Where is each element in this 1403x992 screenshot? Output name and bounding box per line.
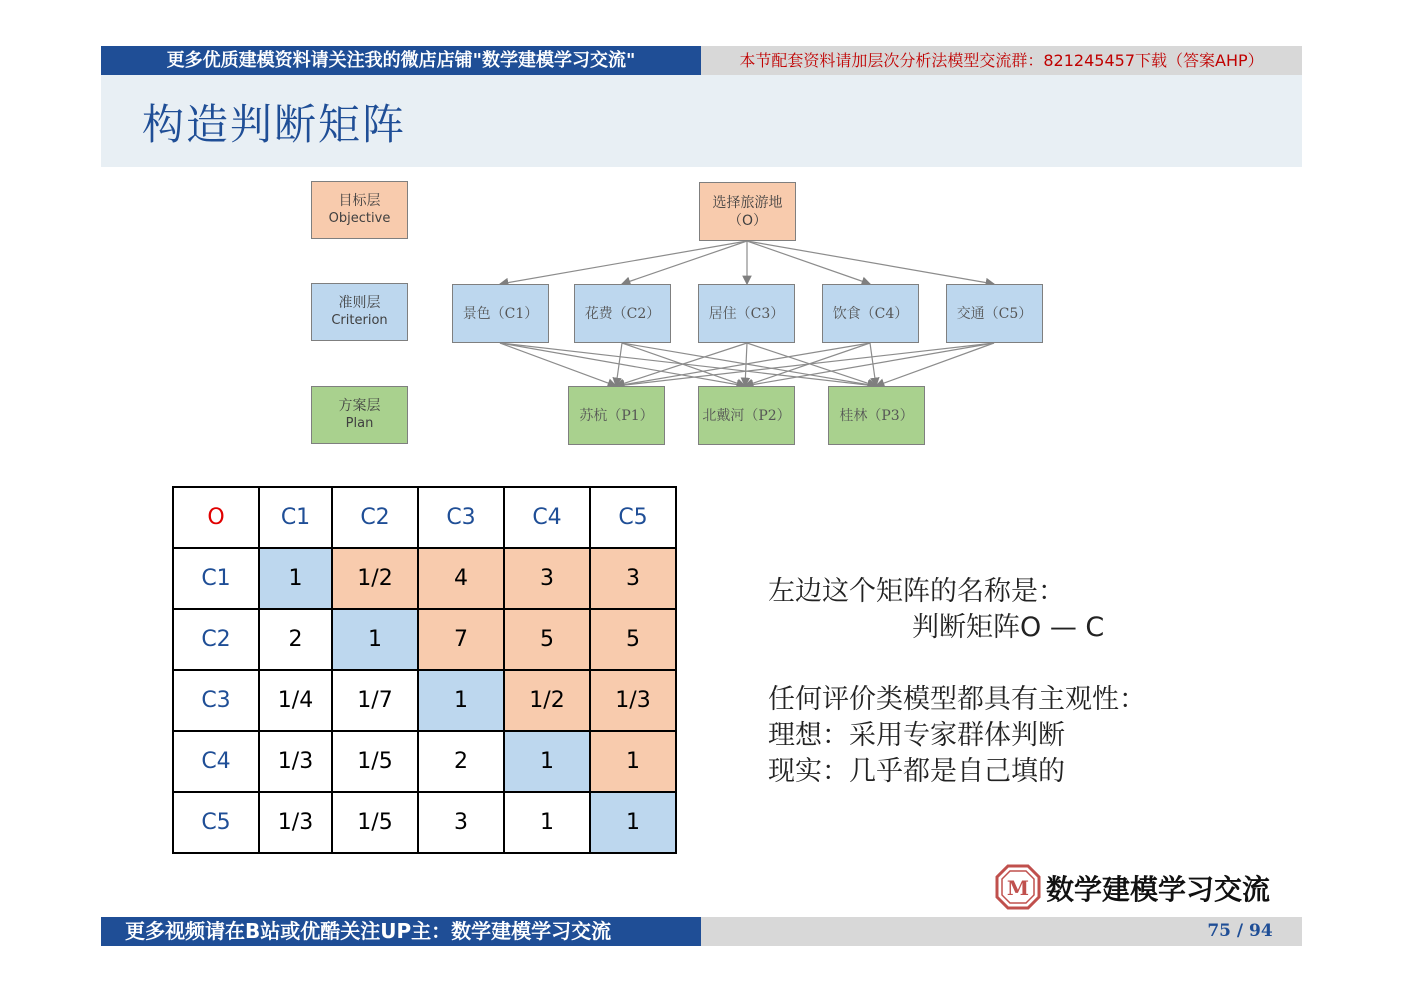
page-number: 75 / 94 xyxy=(1207,921,1273,941)
matrix-col-header: C5 xyxy=(590,487,676,548)
matrix-row xyxy=(173,731,676,792)
matrix-corner: O xyxy=(173,487,259,548)
matrix-row xyxy=(173,792,676,853)
criterion-label: 交通（C5） xyxy=(956,305,1033,322)
matrix-cell: 1/2 xyxy=(504,670,590,731)
criterion-label: 景色（C1） xyxy=(462,305,539,322)
criterion-label: 花费（C2） xyxy=(584,305,661,322)
legend-criterion-en: Criterion xyxy=(331,313,388,328)
matrix-col-header: C1 xyxy=(259,487,332,548)
matrix-cell: 1 xyxy=(332,609,418,670)
matrix-cell: 1/3 xyxy=(590,670,676,731)
logo-text: 数学建模学习交流 xyxy=(1046,873,1271,906)
matrix-cell: 1 xyxy=(590,792,676,853)
legend-plan xyxy=(311,386,408,444)
criterion-node-c5 xyxy=(946,284,1043,343)
matrix-col-header: C4 xyxy=(504,487,590,548)
matrix-row-header: C2 xyxy=(173,609,259,670)
matrix-cell: 1/3 xyxy=(259,731,332,792)
judgment-matrix xyxy=(172,486,677,854)
legend-objective xyxy=(311,181,408,239)
matrix-cell: 3 xyxy=(504,548,590,609)
matrix-row xyxy=(173,609,676,670)
plan-label: 北戴河（P2） xyxy=(702,407,791,424)
goal-label: 选择旅游地 xyxy=(712,194,783,211)
criterion-node-c2 xyxy=(574,284,671,343)
bottom-video-banner: 更多视频请在B站或优酷关注UP主：数学建模学习交流 xyxy=(101,917,701,946)
matrix-row-header: C3 xyxy=(173,670,259,731)
matrix-row-header: C4 xyxy=(173,731,259,792)
criterion-node-c1 xyxy=(452,284,549,343)
matrix-row xyxy=(173,548,676,609)
matrix-cell: 2 xyxy=(418,731,504,792)
matrix-row-header: C5 xyxy=(173,792,259,853)
matrix-col-header: C2 xyxy=(332,487,418,548)
note-matrix-name-question: 左边这个矩阵的名称是： xyxy=(768,576,1065,607)
plan-label: 苏杭（P1） xyxy=(579,407,654,424)
matrix-row-header: C1 xyxy=(173,548,259,609)
matrix-cell: 1 xyxy=(418,670,504,731)
criterion-label: 居住（C3） xyxy=(708,305,785,322)
logo-m-icon xyxy=(995,864,1041,910)
plan-node-p1 xyxy=(568,386,665,445)
legend-plan-cn: 方案层 xyxy=(338,398,381,414)
matrix-cell: 2 xyxy=(259,609,332,670)
goal-code: （O） xyxy=(727,212,768,229)
matrix-cell: 1/5 xyxy=(332,731,418,792)
matrix-cell: 1/4 xyxy=(259,670,332,731)
matrix-cell: 5 xyxy=(590,609,676,670)
matrix-cell: 3 xyxy=(590,548,676,609)
matrix-header-row xyxy=(173,487,676,548)
matrix-cell: 1 xyxy=(504,731,590,792)
top-group-banner: 本节配套资料请加层次分析法模型交流群：821245457下载（答案AHP） xyxy=(701,46,1302,75)
matrix-cell: 1 xyxy=(590,731,676,792)
logo-mark: M xyxy=(1006,876,1030,900)
matrix-cell: 4 xyxy=(418,548,504,609)
note-reality: 现实：几乎都是自己填的 xyxy=(768,756,1065,787)
criterion-label: 饮食（C4） xyxy=(832,305,909,322)
slide-title: 构造判断矩阵 xyxy=(142,100,407,149)
legend-criterion-cn: 准则层 xyxy=(338,295,381,311)
note-ideal: 理想：采用专家群体判断 xyxy=(768,720,1065,751)
plan-label: 桂林（P3） xyxy=(839,407,914,424)
legend-objective-en: Objective xyxy=(328,211,391,226)
matrix-cell: 1 xyxy=(259,548,332,609)
legend-plan-en: Plan xyxy=(345,416,374,431)
matrix-cell: 1/7 xyxy=(332,670,418,731)
matrix-row xyxy=(173,670,676,731)
criterion-node-c4 xyxy=(822,284,919,343)
criterion-node-c3 xyxy=(698,284,795,343)
goal-node xyxy=(699,182,796,241)
matrix-cell: 3 xyxy=(418,792,504,853)
matrix-cell: 1/5 xyxy=(332,792,418,853)
plan-node-p2 xyxy=(698,386,795,445)
top-promo-banner: 更多优质建模资料请关注我的微店店铺"数学建模学习交流" xyxy=(101,46,701,75)
matrix-cell: 1 xyxy=(504,792,590,853)
legend-criterion xyxy=(311,283,408,341)
matrix-cell: 7 xyxy=(418,609,504,670)
matrix-cell: 5 xyxy=(504,609,590,670)
matrix-col-header: C3 xyxy=(418,487,504,548)
legend-objective-cn: 目标层 xyxy=(338,193,381,209)
note-subjectivity: 任何评价类模型都具有主观性： xyxy=(768,684,1146,715)
plan-node-p3 xyxy=(828,386,925,445)
note-matrix-name-answer: 判断矩阵O — C xyxy=(912,612,1105,643)
matrix-cell: 1/2 xyxy=(332,548,418,609)
matrix-cell: 1/3 xyxy=(259,792,332,853)
